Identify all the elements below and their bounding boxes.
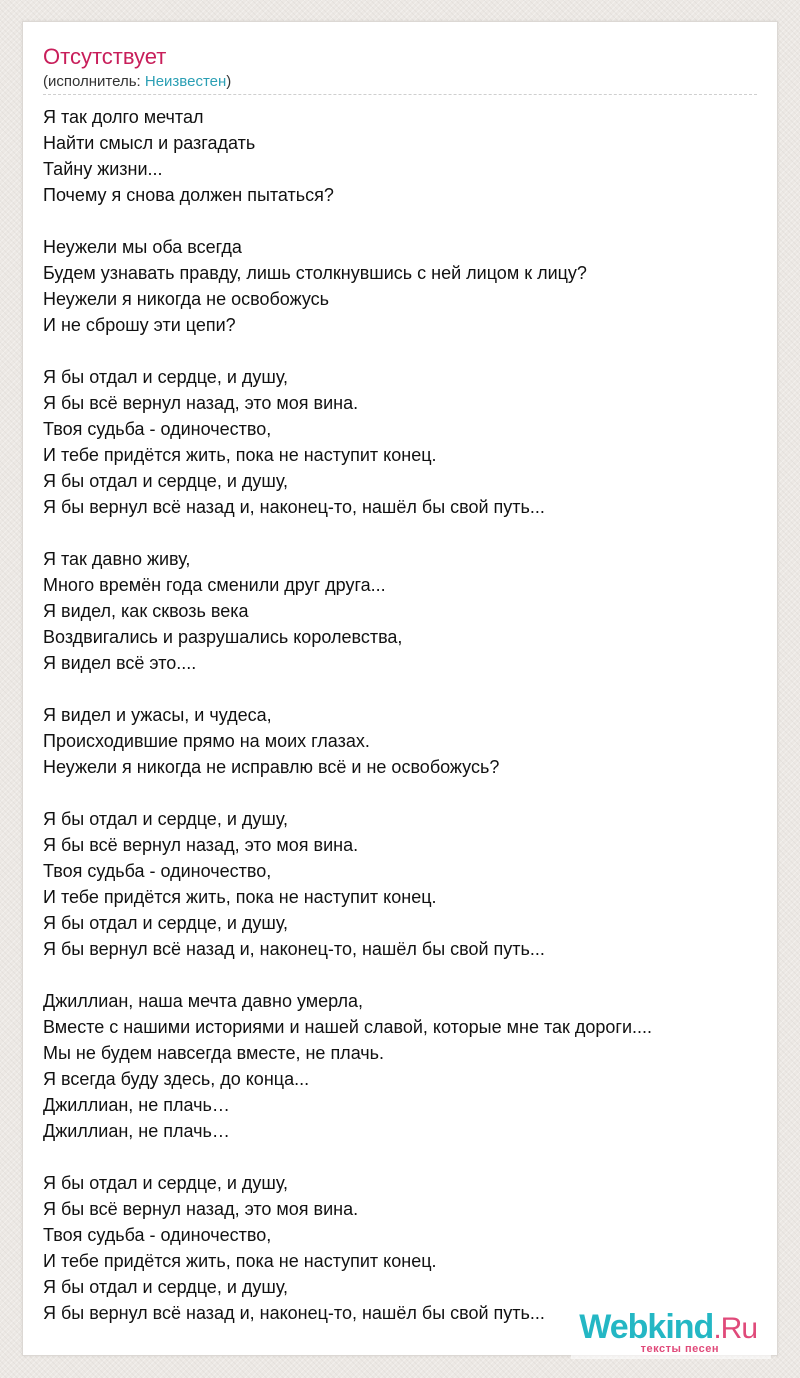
lyric-line: Найти смысл и разгадать: [43, 133, 256, 153]
lyric-line: Я бы отдал и сердце, и душу,: [43, 913, 289, 933]
lyric-line: Неужели я никогда не исправлю всё и не освобожусь?: [43, 757, 500, 777]
lyrics-stanza: [43, 104, 763, 208]
lyric-line: Я видел, как сквозь века: [43, 601, 249, 621]
artist-line: [43, 72, 231, 92]
lyric-line: Я бы всё вернул назад, это моя вина.: [43, 835, 359, 855]
lyric-line: И тебе придётся жить, пока не наступит конец.: [43, 1251, 437, 1271]
lyric-line: Много времён года сменили друг друга...: [43, 575, 386, 595]
lyric-line: Я видел и ужасы, и чудеса,: [43, 705, 272, 725]
lyrics-stanza: [43, 988, 763, 1144]
lyric-line: Я бы вернул всё назад и, наконец-то, нашёл бы свой путь...: [43, 939, 545, 959]
lyric-line: Я бы отдал и сердце, и душу,: [43, 367, 289, 387]
lyric-line: Я видел всё это....: [43, 653, 197, 673]
lyrics-text: [43, 104, 763, 1352]
lyrics-stanza: [43, 806, 763, 962]
lyric-line: Я бы всё вернул назад, это моя вина.: [43, 393, 359, 413]
artist-prefix: (исполнитель:: [43, 73, 145, 90]
lyric-line: Я так долго мечтал: [43, 107, 204, 127]
lyric-line: Я бы отдал и сердце, и душу,: [43, 1173, 289, 1193]
lyric-line: Я бы отдал и сердце, и душу,: [43, 809, 289, 829]
lyric-line: Я бы отдал и сердце, и душу,: [43, 1277, 289, 1297]
lyrics-stanza: [43, 1170, 763, 1326]
lyrics-stanza: [43, 234, 763, 338]
lyric-line: Вместе с нашими историями и нашей славой, которые мне так дороги....: [43, 1017, 653, 1037]
lyric-line: Я бы отдал и сердце, и душу,: [43, 471, 289, 491]
artist-link[interactable]: Неизвестен: [144, 73, 227, 90]
title-divider: [43, 94, 757, 95]
lyric-line: Мы не будем навсегда вместе, не плачь.: [43, 1043, 385, 1063]
lyric-line: И тебе придётся жить, пока не наступит конец.: [43, 445, 437, 465]
lyrics-stanza: [43, 364, 763, 520]
logo-tagline: тексты песен: [640, 1343, 719, 1355]
lyric-line: Я бы всё вернул назад, это моя вина.: [43, 1199, 359, 1219]
lyric-line: Я бы вернул всё назад и, наконец-то, нашёл бы свой путь...: [43, 1303, 545, 1323]
site-logo[interactable]: [571, 1305, 771, 1359]
lyric-line: Джиллиан, наша мечта давно умерла,: [43, 991, 364, 1011]
lyric-line: Тайну жизни...: [43, 159, 163, 179]
lyric-line: Я так давно живу,: [43, 549, 191, 569]
lyric-line: Почему я снова должен пытаться?: [43, 185, 334, 205]
lyrics-card: [22, 21, 778, 1356]
lyric-line: Твоя судьба - одиночество,: [43, 861, 272, 881]
logo-main-text: Webkind: [579, 1308, 714, 1346]
logo-tld-text: .Ru: [713, 1312, 757, 1345]
lyric-line: Будем узнавать правду, лишь столкнувшись с ней лицом к лицу?: [43, 263, 587, 283]
artist-suffix: ): [226, 73, 232, 90]
song-title: Отсутствует: [43, 44, 167, 69]
lyric-line: Твоя судьба - одиночество,: [43, 1225, 272, 1245]
lyric-line: Неужели мы оба всегда: [43, 237, 242, 257]
lyric-line: И тебе придётся жить, пока не наступит конец.: [43, 887, 437, 907]
lyric-line: Джиллиан, не плачь…: [43, 1095, 230, 1115]
lyric-line: Твоя судьба - одиночество,: [43, 419, 272, 439]
lyrics-stanza: [43, 702, 763, 780]
lyric-line: Происходившие прямо на моих глазах.: [43, 731, 370, 751]
lyric-line: Воздвигались и разрушались королевства,: [43, 627, 403, 647]
lyric-line: Джиллиан, не плачь…: [43, 1121, 230, 1141]
lyric-line: И не сброшу эти цепи?: [43, 315, 236, 335]
lyric-line: Неужели я никогда не освобожусь: [43, 289, 329, 309]
lyric-line: Я бы вернул всё назад и, наконец-то, нашёл бы свой путь...: [43, 497, 545, 517]
lyric-line: Я всегда буду здесь, до конца...: [43, 1069, 310, 1089]
lyrics-stanza: [43, 546, 763, 676]
